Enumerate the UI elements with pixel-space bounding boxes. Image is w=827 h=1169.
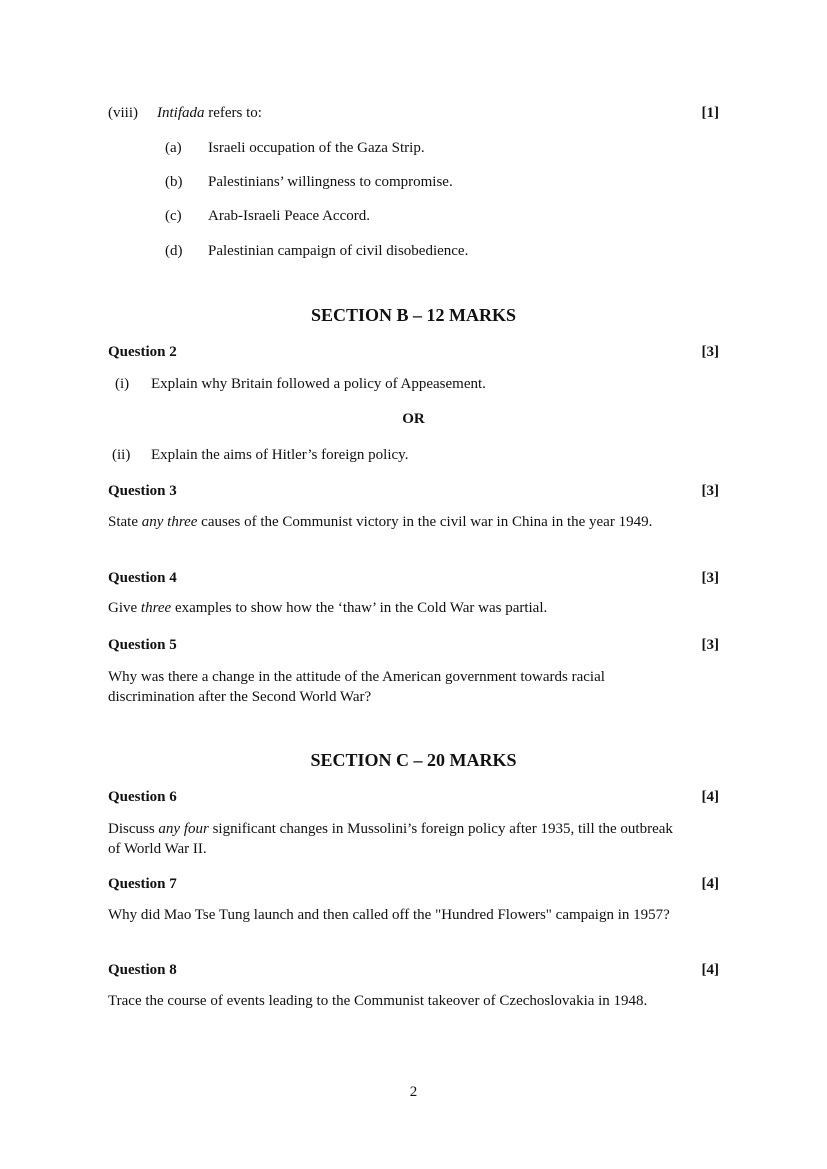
emphasis: any three — [141, 514, 198, 530]
question-heading: Question 4 — [108, 570, 177, 586]
text-segment: State — [108, 514, 142, 530]
section-b-title: SECTION B – 12 MARKS — [310, 305, 517, 325]
text-segment: examples to show how the ‘thaw’ in the Cold War was partial. — [171, 600, 548, 616]
part-text: Explain why Britain followed a policy of Appeasement. — [151, 376, 486, 392]
marks-badge: [3] — [701, 344, 719, 360]
question-heading: Question 2 — [108, 344, 177, 360]
option-label: (c) — [165, 208, 182, 224]
option-text: Israeli occupation of the Gaza Strip. — [208, 140, 425, 156]
question-heading: Question 8 — [108, 962, 177, 978]
question-stem — [157, 104, 262, 122]
part-label: (ii) — [112, 447, 131, 463]
text-segment: significant changes in Mussolini’s foreign policy after 1935, till the outbreak of World War II. — [108, 821, 673, 857]
marks-badge: [4] — [701, 962, 719, 978]
marks-badge: [3] — [701, 483, 719, 499]
question-term: Intifada — [157, 105, 205, 121]
question-heading: Question 5 — [108, 637, 177, 653]
question-text — [108, 598, 708, 618]
option-text: Arab-Israeli Peace Accord. — [208, 208, 370, 224]
question-text — [108, 512, 673, 532]
or-divider: OR — [402, 411, 425, 427]
question-number: (viii) — [108, 105, 138, 121]
question-text — [108, 819, 673, 859]
question-heading: Question 3 — [108, 483, 177, 499]
question-text: Trace the course of events leading to the Communist takeover of Czechoslovakia in 1948. — [108, 993, 648, 1009]
marks-badge: [4] — [701, 876, 719, 892]
marks-badge: [1] — [701, 105, 719, 121]
question-heading: Question 6 — [108, 789, 177, 805]
part-label: (i) — [115, 376, 130, 392]
part-text: Explain the aims of Hitler’s foreign policy. — [151, 447, 409, 463]
page-number: 2 — [409, 1084, 418, 1100]
marks-badge: [3] — [701, 570, 719, 586]
text-segment: Give — [108, 600, 141, 616]
emphasis: three — [140, 600, 172, 616]
option-text: Palestinian campaign of civil disobedience. — [208, 243, 469, 259]
question-text: Why did Mao Tse Tung launch and then called off the "Hundred Flowers" campaign in 1957? — [108, 907, 670, 923]
text-segment: causes of the Communist victory in the civil war in China in the year 1949. — [197, 514, 653, 530]
section-c-title: SECTION C – 20 MARKS — [310, 750, 517, 770]
option-label: (b) — [165, 174, 183, 190]
question-stem-rest: refers to: — [204, 105, 262, 121]
question-heading: Question 7 — [108, 876, 177, 892]
option-label: (a) — [165, 140, 182, 156]
emphasis: any four — [158, 821, 209, 837]
marks-badge: [3] — [701, 637, 719, 653]
marks-badge: [4] — [701, 789, 719, 805]
question-text: Why was there a change in the attitude of the American government towards racial discrimination after the Second World War? — [108, 669, 605, 705]
text-segment: Discuss — [108, 821, 159, 837]
option-text: Palestinians’ willingness to compromise. — [208, 174, 453, 190]
option-label: (d) — [165, 243, 183, 259]
